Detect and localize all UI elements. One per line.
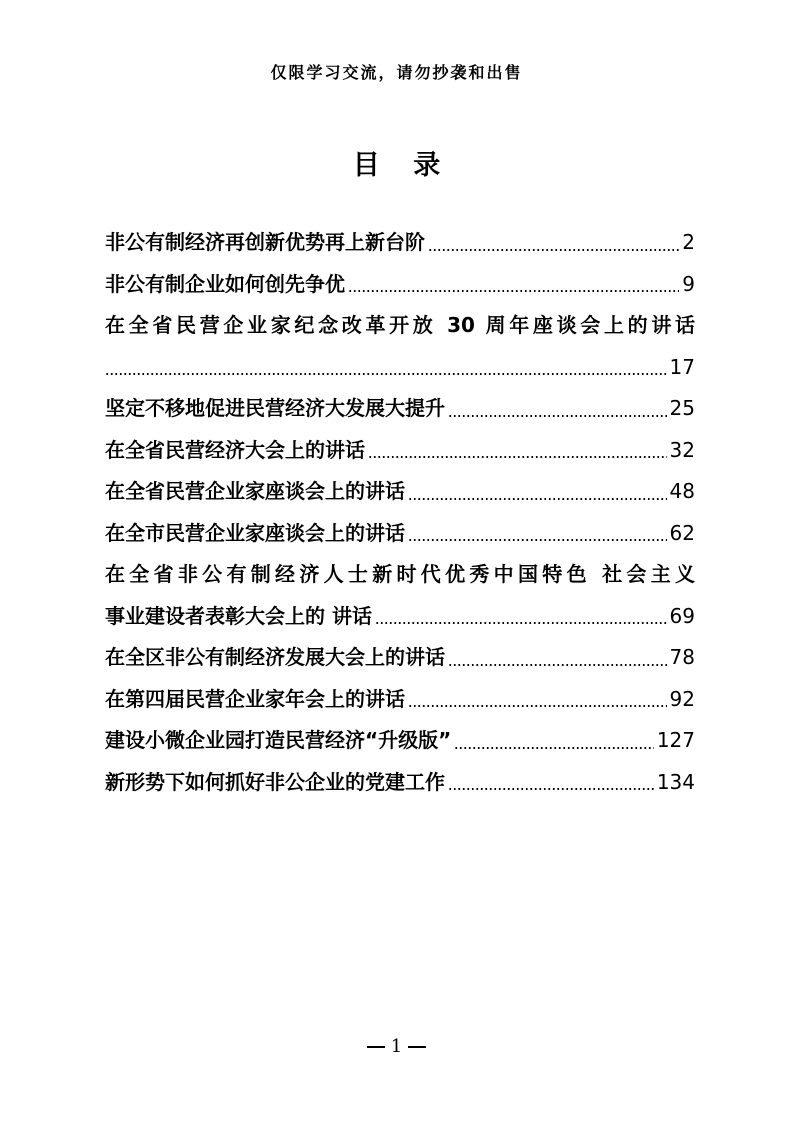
toc-entry[interactable] bbox=[105, 388, 695, 430]
toc-leader-dots bbox=[448, 788, 654, 790]
toc-leader-dots bbox=[448, 664, 667, 666]
toc-entry-title: 坚定不移地促进民营经济大发展大提升 bbox=[105, 396, 445, 420]
toc-entry-page: 9 bbox=[682, 271, 695, 296]
toc-entry-page: 17 bbox=[669, 354, 695, 379]
toc-entry[interactable] bbox=[105, 513, 695, 555]
toc-entry-title: 非公有制经济再创新优势再上新台阶 bbox=[105, 230, 425, 254]
page-number bbox=[0, 1036, 793, 1057]
toc-leader-dots bbox=[428, 249, 679, 251]
toc-leader-dots bbox=[375, 622, 667, 624]
toc-entry-page: 69 bbox=[669, 603, 695, 628]
toc-entry[interactable] bbox=[105, 637, 695, 679]
toc-leader-dots bbox=[408, 539, 667, 541]
toc-entry-title: 建设小微企业园打造民营经济“升级版” bbox=[105, 728, 452, 752]
toc-entry-page: 32 bbox=[669, 437, 695, 462]
toc-leader-dots bbox=[408, 705, 667, 707]
table-of-contents bbox=[105, 222, 695, 803]
toc-leader-dots bbox=[408, 498, 667, 500]
toc-entry-page: 62 bbox=[669, 520, 695, 545]
toc-entry-page: 134 bbox=[656, 769, 695, 794]
toc-entry[interactable] bbox=[105, 430, 695, 472]
toc-entry-title-line1: 在全省民营企业家纪念改革开放 30 周年座谈会上的讲话 bbox=[105, 313, 695, 337]
page-number-value: 1 bbox=[390, 1036, 403, 1057]
dash-right bbox=[408, 1046, 426, 1048]
toc-entry[interactable] bbox=[105, 720, 695, 762]
dash-left bbox=[367, 1046, 385, 1048]
toc-entry-title: 在全省民营企业家座谈会上的讲话 bbox=[105, 479, 405, 503]
toc-entry-page: 2 bbox=[682, 230, 695, 254]
page-title: 目 录 bbox=[352, 150, 453, 181]
toc-entry[interactable] bbox=[105, 554, 695, 637]
toc-entry-page: 127 bbox=[656, 728, 695, 752]
toc-entry-page: 48 bbox=[669, 479, 695, 503]
toc-entry[interactable] bbox=[105, 679, 695, 721]
toc-entry-title-line1: 在全省非公有制经济人士新时代优秀中国特色 社会主义 bbox=[105, 562, 695, 586]
toc-entry[interactable] bbox=[105, 264, 695, 306]
toc-entry-page: 92 bbox=[669, 686, 695, 711]
toc-leader-dots bbox=[105, 373, 667, 375]
toc-entry-title: 在第四届民营企业家年会上的讲话 bbox=[105, 686, 405, 711]
toc-entry-title: 事业建设者表彰大会上的 讲话 bbox=[105, 603, 372, 628]
toc-leader-dots bbox=[348, 290, 679, 292]
toc-entry-title: 在全市民营企业家座谈会上的讲话 bbox=[105, 520, 405, 545]
toc-entry[interactable] bbox=[105, 471, 695, 513]
toc-entry-page: 25 bbox=[669, 396, 695, 420]
toc-entry[interactable] bbox=[105, 762, 695, 804]
toc-entry[interactable] bbox=[105, 305, 695, 388]
header-note: 仅限学习交流，请勿抄袭和出售 bbox=[270, 63, 523, 82]
toc-leader-dots bbox=[454, 747, 654, 749]
toc-entry[interactable] bbox=[105, 222, 695, 264]
toc-entry-title: 在全省民营经济大会上的讲话 bbox=[105, 437, 365, 462]
toc-entry-title: 非公有制企业如何创先争优 bbox=[105, 271, 345, 296]
toc-leader-dots bbox=[448, 415, 667, 417]
toc-entry-page: 78 bbox=[669, 645, 695, 669]
toc-entry-title: 在全区非公有制经济发展大会上的讲话 bbox=[105, 645, 445, 669]
toc-leader-dots bbox=[368, 456, 667, 458]
toc-entry-title: 新形势下如何抓好非公企业的党建工作 bbox=[105, 769, 445, 794]
